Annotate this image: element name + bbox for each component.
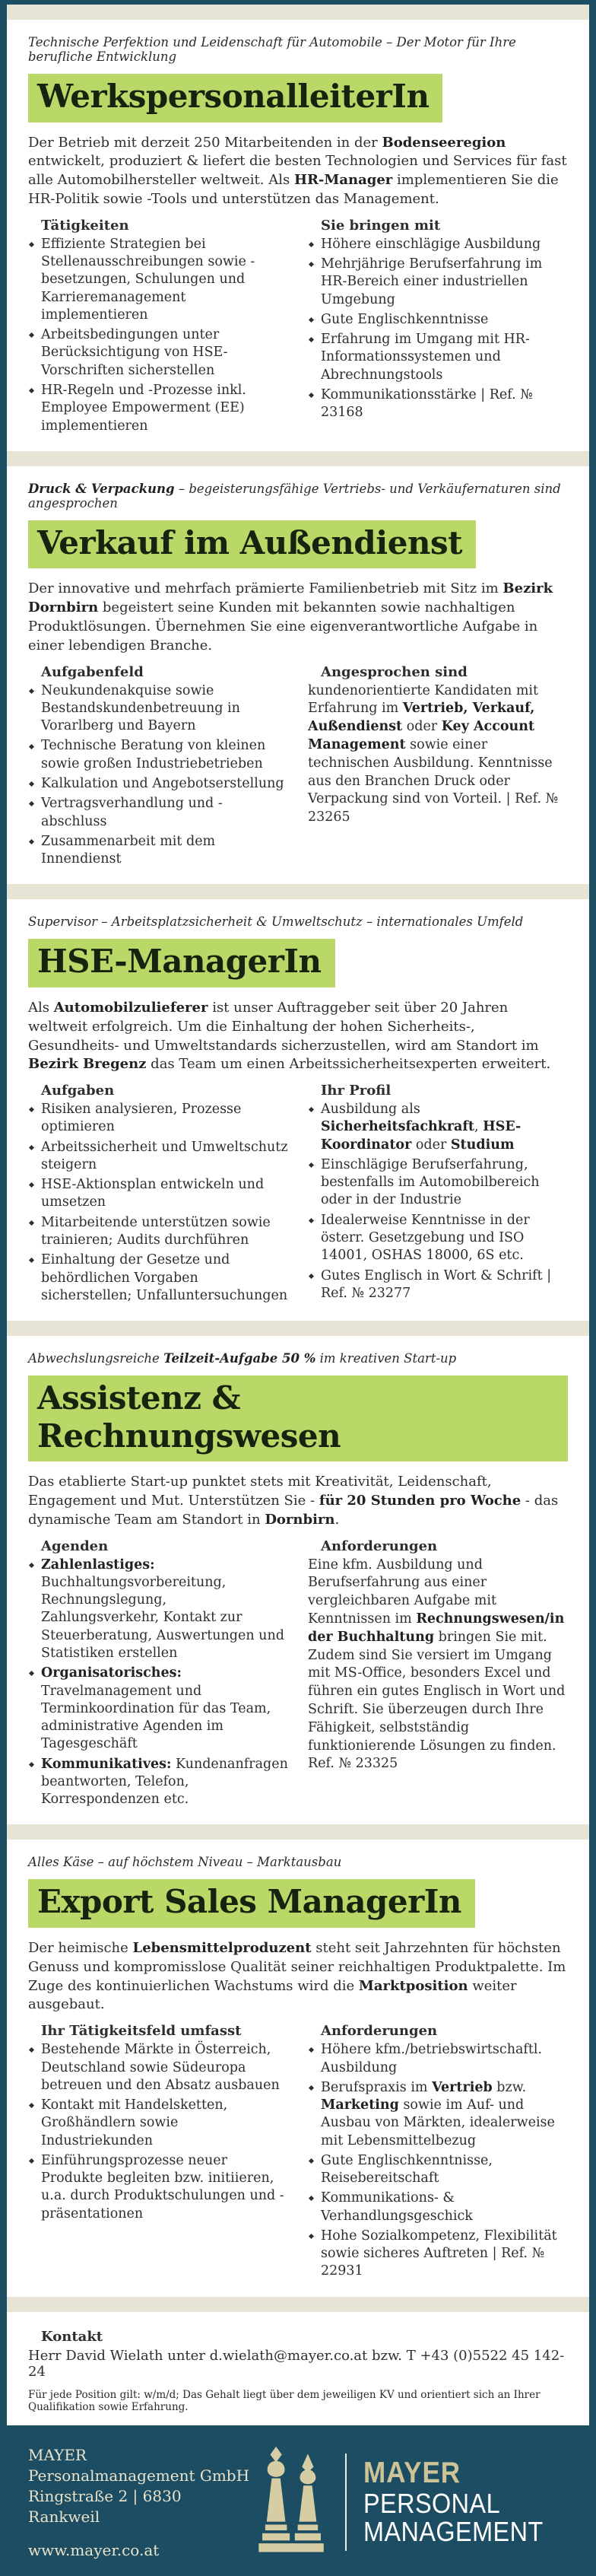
diamond-bullet-icon — [29, 1563, 34, 1568]
list-item — [308, 1267, 568, 1303]
job-intro: Der Betrieb mit derzeit 250 Mitarbeitenden in der Bodenseeregion entwickelt, produziert & liefert die besten Technologien und Services für fast alle Automobilhersteller weltweit. Als HR-Manager implementieren Sie die HR-Politik sowie -Tools und unterstützen das Management. — [28, 134, 567, 208]
logo-wordmark — [363, 2458, 544, 2546]
list-item — [28, 1214, 288, 1250]
job-column — [308, 2023, 568, 2282]
section-divider — [7, 1824, 589, 1840]
contact-disclaimer: Für jede Position gilt: w/m/d; Das Gehalt liegt über dem jeweiligen KV und orientiert sich an Ihrer Qualifikation sowie Erfahrung. — [28, 2388, 541, 2413]
list-item — [308, 386, 568, 422]
diamond-bullet-icon — [29, 1182, 34, 1188]
bullet-list — [28, 236, 288, 435]
list-item-text: Gute Englischkenntnisse, Reisebereitschaft — [321, 2152, 493, 2186]
job-eyebrow: Druck & Verpackung – begeisterungsfähige Vertriebs- und Verkäufernaturen sind angesprochen — [28, 481, 561, 510]
list-item — [28, 1101, 288, 1137]
job-column — [308, 664, 568, 827]
list-item-text: Höhere einschlägige Ausbildung — [321, 236, 541, 252]
list-item-text: Gute Englischkenntnisse — [321, 311, 489, 327]
column-heading: Aufgaben — [41, 1083, 115, 1099]
list-item — [308, 1212, 568, 1265]
diamond-bullet-icon — [29, 332, 34, 338]
diamond-bullet-icon — [309, 1218, 314, 1223]
job-title: HSE-ManagerIn — [28, 939, 335, 987]
list-item-text: Höhere kfm./betriebswirtschaftl. Ausbildung — [321, 2042, 543, 2075]
column-paragraph: kundenorientierte Kandidaten mit Erfahrung im Vertrieb, Verkauf, Außendienst oder Key Account Management sowie einer technischen Ausbildung. Kenntnisse aus den Branchen Druck oder Verpackung sind von Vorteil. | Ref. № 23265 — [308, 682, 559, 825]
list-item — [28, 2041, 288, 2094]
list-item — [308, 2152, 568, 2188]
diamond-bullet-icon — [29, 1107, 34, 1112]
list-item-text: HSE-Aktionsplan entwickeln und umsetzen — [41, 1177, 265, 1210]
diamond-bullet-icon — [309, 2196, 314, 2201]
job-column — [28, 218, 288, 437]
diamond-bullet-icon — [29, 1762, 34, 1767]
diamond-bullet-icon — [309, 317, 314, 323]
diamond-bullet-icon — [29, 1671, 34, 1676]
job-title: Verkauf im Außendienst — [28, 520, 476, 569]
job-intro: Der heimische Lebensmittelproduzent steht seit Jahrzehnten für höchsten Genuss und kompromisslose Qualität seiner reichhaltigen Produktpalette. Im Zuge des kontinuierlichen Wachstums wird die Marktposition weiter ausgebaut. — [28, 1939, 566, 2013]
logo-mayer: MAYER — [363, 2456, 461, 2489]
diamond-bullet-icon — [309, 2234, 314, 2239]
diamond-bullet-icon — [309, 262, 314, 267]
list-item — [28, 2097, 288, 2150]
list-item — [28, 1665, 288, 1753]
list-item — [308, 331, 568, 384]
list-item — [28, 775, 288, 793]
diamond-bullet-icon — [29, 1220, 34, 1226]
list-item-text: Neukundenakquise sowie Bestandskundenbetreuung in Vorarlberg und Bayern — [41, 682, 240, 734]
diamond-bullet-icon — [309, 1162, 314, 1168]
diamond-bullet-icon — [309, 393, 314, 398]
list-item — [308, 1101, 568, 1154]
job-section — [7, 466, 589, 885]
list-item — [28, 833, 288, 869]
list-item-text: Risiken analysieren, Prozesse optimieren — [41, 1102, 242, 1135]
list-item-text: Einschlägige Berufserfahrung, bestenfalls im Automobilbereich oder in der Industrie — [321, 1156, 540, 1208]
logo-personal: PERSONAL — [363, 2487, 501, 2519]
column-heading: Angesprochen sind — [321, 663, 468, 680]
column-heading: Anforderungen — [321, 1538, 438, 1554]
list-item-text: Kommunikations- & Verhandlungsgeschick — [321, 2190, 473, 2224]
list-item-text: Gutes Englisch in Wort & Schrift | Ref. № 23277 — [321, 1267, 552, 1301]
list-item-text: Effiziente Strategien bei Stellenausschreibungen sowie -besetzungen, Schulungen und Karrieremanagement implementieren — [41, 236, 255, 323]
list-item-text: Arbeitssicherheit und Umweltschutz steigern — [41, 1139, 288, 1172]
job-columns — [28, 664, 568, 871]
list-item-text: Erfahrung im Umgang mit HR-Informationssystemen und Abrechnungstools — [321, 332, 530, 383]
job-column — [28, 664, 288, 871]
list-item-text: Organisatorisches: Travelmanagement und Terminkoordination für das Team, administrative Agenden im Tagesgeschäft — [41, 1665, 271, 1752]
list-item-text: Vertragsverhandlung und -abschluss — [41, 796, 223, 829]
column-heading: Ihr Tätigkeitsfeld umfasst — [41, 2023, 242, 2040]
contact-line: Herr David Wielath unter d.wielath@mayer.co.at bzw. T +43 (0)5522 45 142-24 — [28, 2347, 565, 2380]
job-column — [308, 1083, 568, 1305]
bullet-list — [28, 2041, 288, 2223]
column-heading: Agenden — [41, 1538, 109, 1554]
list-item — [28, 737, 288, 773]
diamond-bullet-icon — [309, 2158, 314, 2164]
diamond-bullet-icon — [29, 801, 34, 806]
diamond-bullet-icon — [29, 388, 34, 393]
column-paragraph: Eine kfm. Ausbildung und Berufserfahrung aus einer vergleichbaren Aufgabe mit Kenntnissen im Rechnungswesen/in der Buchhaltung bringen Sie mit. Zudem sind Sie versiert im Umgang mit MS-Office, besonders Excel und führen ein gutes Englisch in Wort und Schrift. Sie überzeugen durch Ihre Fähigkeit, selbstständig funktionierende Lösungen zu finden. Ref. № 23325 — [308, 1557, 566, 1772]
job-title: Assistenz & Rechnungswesen — [28, 1375, 568, 1461]
job-column — [28, 2023, 288, 2225]
bullet-list — [28, 1101, 288, 1305]
diamond-bullet-icon — [29, 2047, 34, 2053]
job-eyebrow: Alles Käse – auf höchstem Niveau – Marktausbau — [28, 1855, 342, 1870]
section-divider — [7, 451, 589, 466]
contact-heading: Kontakt — [41, 2328, 103, 2345]
footer — [7, 2425, 589, 2576]
bullet-list — [28, 1557, 288, 1809]
column-heading: Aufgabenfeld — [41, 663, 144, 680]
chess-pieces-icon — [255, 2445, 328, 2559]
list-item — [308, 1156, 568, 1210]
list-item — [28, 236, 288, 324]
section-divider — [7, 2297, 589, 2312]
list-item — [28, 1139, 288, 1175]
list-item-text: Kommunikatives: Kundenanfragen beantworten, Telefon, Korrespondenzen etc. — [41, 1756, 288, 1808]
list-item — [28, 326, 288, 380]
list-item — [308, 256, 568, 309]
footer-company: MAYER Personalmanagement GmbH — [28, 2445, 250, 2485]
footer-logo — [255, 2445, 568, 2559]
list-item-text: Arbeitsbedingungen unter Berücksichtigung von HSE-Vorschriften sicherstellen — [41, 327, 228, 378]
job-column — [28, 1538, 288, 1811]
job-column — [28, 1083, 288, 1307]
diamond-bullet-icon — [29, 743, 34, 749]
job-columns — [28, 2023, 568, 2282]
list-item — [28, 1557, 288, 1663]
diamond-bullet-icon — [29, 839, 34, 844]
list-item-text: Zahlenlastiges: Buchhaltungsvorbereitung, Rechnungslegung, Zahlungsverkehr, Kontakt zur Steuerberatung, Auswertungen und Statistiken erstellen — [41, 1557, 284, 1661]
bullet-list — [308, 1101, 568, 1302]
list-item — [28, 382, 288, 435]
diamond-bullet-icon — [309, 1274, 314, 1279]
list-item — [308, 236, 568, 253]
diamond-bullet-icon — [29, 242, 34, 247]
list-item-text: Einhaltung der Gesetze und behördlichen Vorgaben sicherstellen; Unfalluntersuchungen — [41, 1252, 288, 1303]
list-item-text: Mitarbeitende unterstützen sowie trainieren; Audits durchführen — [41, 1214, 271, 1248]
list-item — [308, 2228, 568, 2281]
job-section — [7, 1336, 589, 1824]
diamond-bullet-icon — [29, 2158, 34, 2164]
list-item-text: Hohe Sozialkompetenz, Flexibilität sowie sicheres Auftreten | Ref. № 22931 — [321, 2228, 557, 2279]
column-heading: Ihr Profil — [321, 1083, 392, 1099]
column-heading: Sie bringen mit — [321, 217, 441, 234]
list-item-text: Mehrjährige Berufserfahrung im HR-Bereich einer industriellen Umgebung — [321, 256, 543, 307]
list-item — [308, 2190, 568, 2225]
job-eyebrow: Supervisor – Arbeitsplatzsicherheit & Umweltschutz – internationales Umfeld — [28, 914, 524, 930]
list-item — [28, 795, 288, 831]
chess-king-icon — [271, 2447, 282, 2463]
diamond-bullet-icon — [29, 689, 34, 694]
job-intro: Der innovative und mehrfach prämierte Familienbetrieb mit Sitz im Bezirk Dornbirn begeistert seine Kunden mit bekannten sowie nachhaltigen Produktlösungen. Übernehmen Sie eine eigenverantwortliche Aufgabe in einer lebendigen Branche. — [28, 580, 553, 654]
bullet-list — [28, 682, 288, 869]
list-item-text: Technische Beratung von kleinen sowie großen Industriebetrieben — [41, 738, 266, 771]
diamond-bullet-icon — [309, 2047, 314, 2053]
list-item — [308, 2041, 568, 2077]
job-intro: Das etablierte Start-up punktet stets mit Kreativität, Leidenschaft, Engagement und Mut. Unterstützen Sie - für 20 Stunden pro Woche - das dynamische Team am Standort in Dornbirn. — [28, 1474, 559, 1528]
diamond-bullet-icon — [309, 2085, 314, 2091]
job-columns — [28, 1083, 568, 1307]
diamond-bullet-icon — [309, 242, 314, 247]
footer-website: www.mayer.co.at — [28, 2540, 160, 2559]
diamond-bullet-icon — [29, 2103, 34, 2108]
list-item — [28, 1756, 288, 1809]
top-divider-band — [7, 5, 589, 20]
job-intro: Als Automobilzulieferer ist unser Auftraggeber seit über 20 Jahren weltweit erfolgreich. Um die Einhaltung der hohen Sicherheits-, Gesundheits- und Umweltstandards sicherzustellen, wird am Standort im Bezirk Bregenz das Team um einen Arbeitssicherheitsexperten erweitert. — [28, 999, 551, 1073]
logo-divider — [345, 2454, 347, 2551]
job-title: Export Sales ManagerIn — [28, 1879, 475, 1928]
job-column — [308, 1538, 568, 1774]
job-section — [7, 1840, 589, 2296]
list-item-text: Berufspraxis im Vertrieb bzw. Marketing sowie im Auf- und Ausbau von Märkten, idealerweise mit Lebensmittelbezug — [321, 2079, 555, 2148]
column-heading: Anforderungen — [321, 2023, 438, 2040]
list-item-text: HR-Regeln und -Prozesse inkl. Employee Empowerment (EE) implementieren — [41, 382, 246, 434]
job-columns — [28, 1538, 568, 1811]
list-item — [308, 2079, 568, 2150]
list-item-text: Kommunikationsstärke | Ref. № 23168 — [321, 386, 533, 421]
job-eyebrow: Technische Perfektion und Leidenschaft für Automobile – Der Motor für Ihre berufliche Entwicklung — [28, 35, 516, 64]
list-item — [28, 682, 288, 736]
bullet-list — [308, 236, 568, 422]
list-item — [308, 311, 568, 329]
diamond-bullet-icon — [309, 1107, 314, 1112]
job-column — [308, 218, 568, 425]
list-item — [28, 2152, 288, 2223]
list-item-text: Bestehende Märkte in Österreich, Deutschland sowie Südeuropa betreuen und den Absatz ausbauen — [41, 2042, 280, 2093]
bullet-list — [308, 2041, 568, 2280]
column-heading: Tätigkeiten — [41, 217, 129, 234]
job-title: WerkspersonalleiterIn — [28, 74, 442, 122]
list-item-text: Einführungsprozesse neuer Produkte begleiten bzw. initiieren, u.a. durch Produktschulungen und -präsentationen — [41, 2152, 284, 2221]
list-item-text: Kalkulation und Angebotserstellung — [41, 775, 284, 791]
job-listings — [7, 20, 589, 2297]
job-section — [7, 20, 589, 451]
list-item-text: Ausbildung als Sicherheitsfachkraft, HSE-Koordinator oder Studium — [321, 1102, 522, 1153]
list-item-text: Kontakt mit Handelsketten, Großhändlern sowie Industriekunden — [41, 2097, 228, 2148]
contact-section — [7, 2312, 589, 2425]
list-item-text: Zusammenarbeit mit dem Innendienst — [41, 833, 216, 867]
footer-address: Ringstraße 2 | 6830 Rankweil — [28, 2486, 182, 2526]
diamond-bullet-icon — [29, 781, 34, 787]
section-divider — [7, 884, 589, 899]
diamond-bullet-icon — [29, 1258, 34, 1263]
list-item — [28, 1176, 288, 1212]
diamond-bullet-icon — [29, 1145, 34, 1150]
job-eyebrow: Abwechslungsreiche Teilzeit-Aufgabe 50 % im kreativen Start-up — [28, 1351, 457, 1366]
job-section — [7, 899, 589, 1321]
section-divider — [7, 1321, 589, 1336]
job-columns — [28, 218, 568, 437]
diamond-bullet-icon — [309, 337, 314, 342]
list-item — [28, 1251, 288, 1305]
footer-company-block — [28, 2445, 255, 2559]
list-item-text: Idealerweise Kenntnisse in der österr. Gesetzgebung und ISO 14001, OSHAS 18000, 6S etc. — [321, 1212, 530, 1264]
logo-management: MANAGEMENT — [363, 2515, 544, 2547]
